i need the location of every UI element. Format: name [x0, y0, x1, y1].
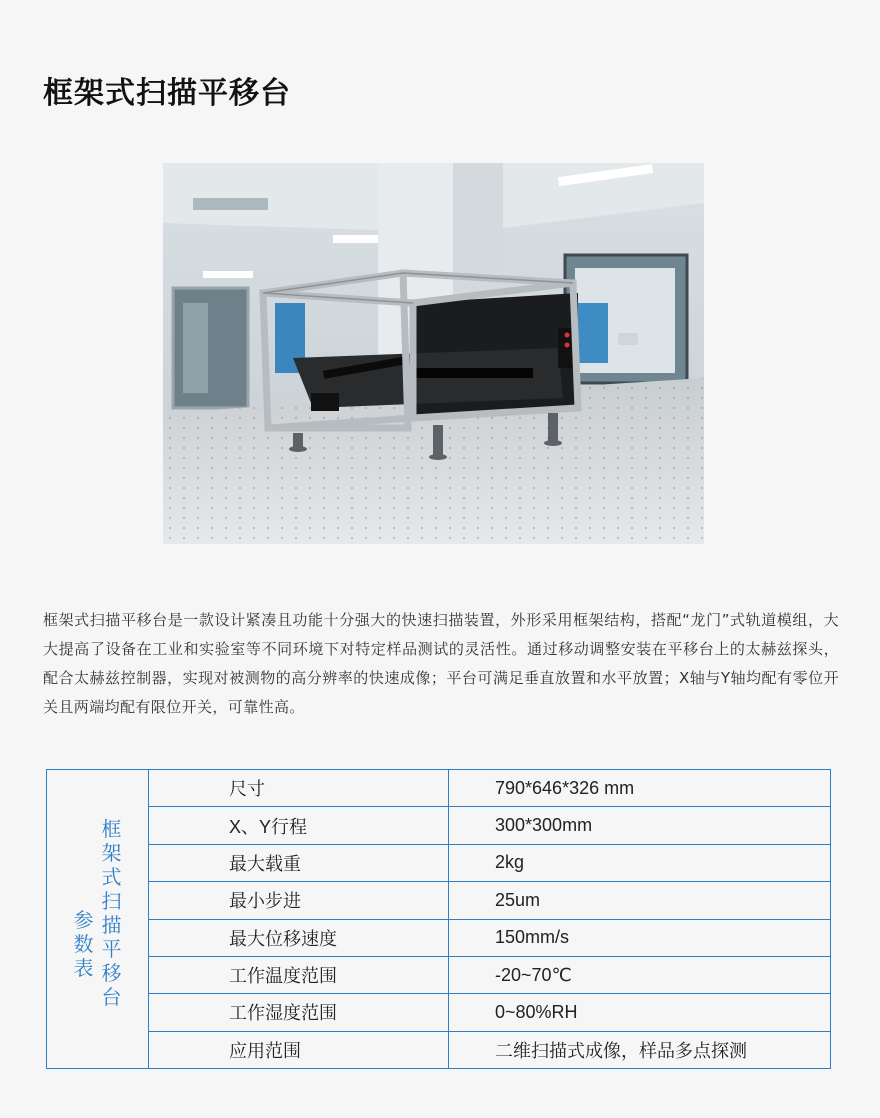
param-name: 工作温度范围	[149, 956, 449, 993]
param-value: 150mm/s	[449, 919, 831, 956]
param-name: 尺寸	[149, 770, 449, 807]
param-name: 最大位移速度	[149, 919, 449, 956]
param-value: -20~70℃	[449, 956, 831, 993]
page-title: 框架式扫描平移台	[43, 76, 291, 111]
table-row	[47, 919, 831, 956]
product-description: 框架式扫描平移台是一款设计紧凑且功能十分强大的快速扫描装置，外形采用框架结构，搭配“龙门”式轨道模组，大大提高了设备在工业和实验室等不同环境下对特定样品测试的灵活性。通过移动调整安装在平移台上的太赫兹探头，配合太赫兹控制器，实现对被测物的高分辨率的快速成像；平台可满足垂直放置和水平放置；X轴与Y轴均配有零位开关且两端均配有限位开关，可靠性高。	[43, 611, 839, 716]
param-value: 2kg	[449, 844, 831, 881]
table-row	[47, 1031, 831, 1068]
param-name: 最小步进	[149, 882, 449, 919]
table-row	[47, 956, 831, 993]
table-row	[47, 770, 831, 807]
group-label-inner: 框 架 式 扫 描 平 移 台	[101, 819, 122, 1009]
table-row	[47, 807, 831, 844]
product-photo	[163, 163, 704, 544]
param-name: X、Y行程	[149, 807, 449, 844]
param-value: 300*300mm	[449, 807, 831, 844]
parameter-table	[46, 769, 831, 1069]
param-name: 应用范围	[149, 1031, 449, 1068]
param-value: 二维扫描式成像，样品多点探测	[449, 1031, 831, 1068]
param-value: 0~80%RH	[449, 994, 831, 1031]
group-label-outer: 参 数 表	[73, 910, 94, 980]
table-row	[47, 844, 831, 881]
param-name: 最大载重	[149, 844, 449, 881]
table-group-label	[47, 770, 149, 1069]
param-value: 790*646*326 mm	[449, 770, 831, 807]
table-row	[47, 994, 831, 1031]
table-row	[47, 882, 831, 919]
param-name: 工作湿度范围	[149, 994, 449, 1031]
param-value: 25um	[449, 882, 831, 919]
